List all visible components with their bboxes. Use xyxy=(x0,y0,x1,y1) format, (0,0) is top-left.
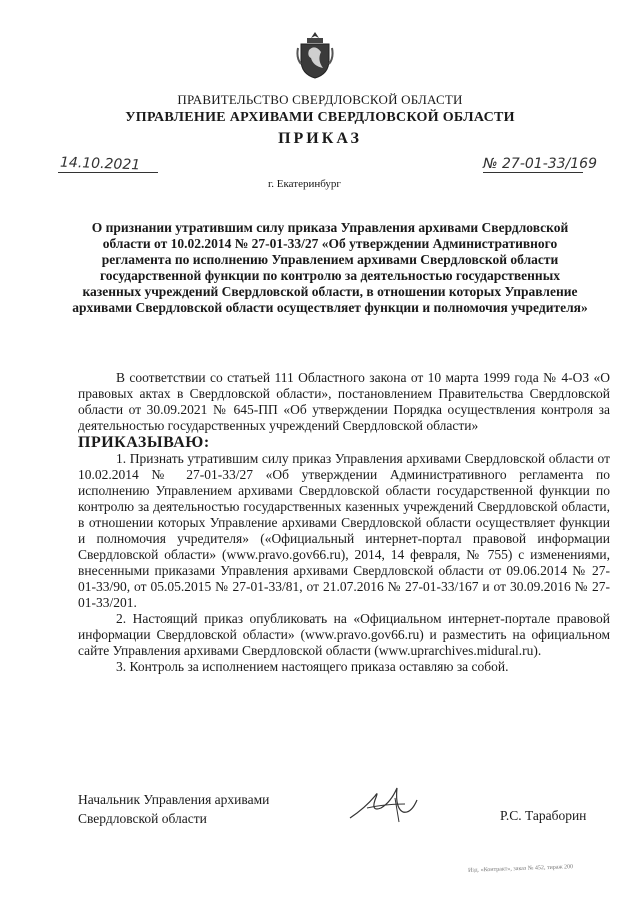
date-underline xyxy=(58,172,158,173)
document-title: О признании утратившим силу приказа Управления архивами Свердловской области от 10.02.2014 № 27-01-33/27 «Об утверждении Административного регламента по исполнению Управлением архивами Свердловской области государственной функции по контролю за деятельностью государственных казенных учреждений Свердловской области, в отношении которых Управление архивами Свердловской области осуществляет функции и полномочия учредителя» xyxy=(72,220,588,315)
position-line-2: Свердловской области xyxy=(78,811,207,826)
document-city: г. Екатеринбург xyxy=(268,178,341,190)
document-date: 14.10.2021 xyxy=(59,154,141,174)
preamble: В соответствии со статьей 111 Областного закона от 10 марта 1999 года № 4-ОЗ «О правовых актах в Свердловской области», постановлением Правительства Свердловской области от 30.09.2021 № 645-ПП «Об утверждении Порядка осуществления контроля за деятельностью государственных учреждений Свердловской области» xyxy=(78,370,610,433)
order-word: ПРИКАЗЫВАЮ: xyxy=(78,434,210,451)
document-body xyxy=(78,370,610,675)
print-footnote: Изд. «Контракт», заказ № 452, тираж 200 xyxy=(467,864,574,874)
department-name: УПРАВЛЕНИЕ АРХИВАМИ СВЕРДЛОВСКОЙ ОБЛАСТИ xyxy=(125,110,515,125)
document-number: № 27-01-33/169 xyxy=(483,156,597,172)
document-type: ПРИКАЗ xyxy=(278,130,362,147)
government-name: ПРАВИТЕЛЬСТВО СВЕРДЛОВСКОЙ ОБЛАСТИ xyxy=(177,92,463,107)
signatory-name: Р.С. Тараборин xyxy=(500,808,587,823)
number-underline xyxy=(483,172,583,173)
coat-of-arms-icon xyxy=(295,30,335,80)
order-item-1: 1. Признать утратившим силу приказ Управления архивами Свердловской области от 10.02.2014 № 27-01-33/27 «Об утверждении Административного регламента по исполнению Управлением архивами Свердловской области государственной функции по контролю за деятельностью государственных казенных учреждений Свердловской области, в отношении которых Управление архивами Свердловской области осуществляет функции и полномочия учредителя» («Официальный интернет-портал правовой информации Свердловской области» (www.pravo.gov66.ru), 2014, 14 февраля, № 755) с изменениями, внесенными приказами Управления архивами Свердловской области от 09.06.2014 № 27-01-33/90, от 05.05.2015 № 27-01-33/81, от 21.07.2016 № 27-01-33/167 и от 30.09.2016 № 27-01-33/201. xyxy=(78,451,610,610)
order-item-3: 3. Контроль за исполнением настоящего приказа оставляю за собой. xyxy=(116,659,509,674)
order-item-2: 2. Настоящий приказ опубликовать на «Официальном интернет-портале правовой информации Свердловской области» (www.pravo.gov66.ru) и разместить на официальном сайте Управления архивами Свердловской области (www.uprarchives.midural.ru). xyxy=(78,611,610,658)
signatory-position xyxy=(78,790,269,828)
position-line-1: Начальник Управления архивами xyxy=(78,792,270,807)
handwritten-signature-icon xyxy=(345,778,440,828)
